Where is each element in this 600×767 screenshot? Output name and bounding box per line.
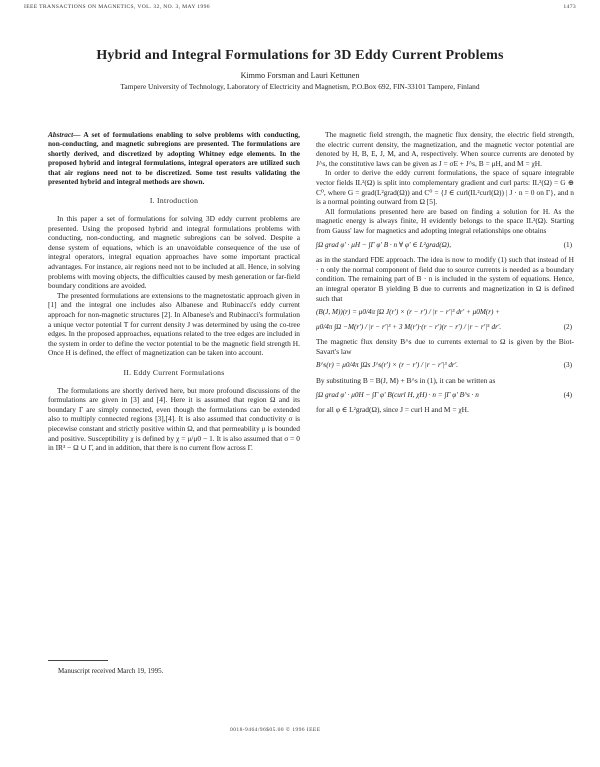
formulation-paragraph: The formulations are shortly derived here, but more profound discussions of the formulations are given in [3] and [4]. Here it is assumed that region Ω and its boundary Γ are simply connected, even though the formulations can be extended also to multiply connected regions [3],[4]. It is also assumed that conductivity σ is piecewise constant and strictly positive within Ω, and that permeability μ is bounded and positive. Susceptibility χ is defined by χ = μ/μ0 − 1. It is also assumed that σ = 0 in IR³ − Ω ∪ Γ, and in addition, that there is no current flow across Γ. [48, 385, 300, 453]
equation-2-number: (2) [563, 322, 572, 331]
body-paragraph: In order to derive the eddy current formulations, the space of square integrable vector fields IL²(Ω) is split into complementary gradient and curl parts: IL²(Ω) = G ⊕ C⁰, where G = grad(L²grad(Ω)) and C⁰ = {J ∈ curl(IL²curl(Ω)) | J · n = 0 on Γ}, and n is a normal pointing outward from Ω [5]. [316, 168, 574, 207]
paper-title: Hybrid and Integral Formulations for 3D Eddy Current Problems [96, 48, 504, 63]
page-number: 1473 [563, 4, 576, 10]
body-paragraph: All formulations presented here are based on finding a solution for H. As the magnetic energy is always finite, H evidently belongs to the space IL²(Ω). Starting from Gauss' law for magnetics and adopting integral relationships one obtains [316, 206, 574, 235]
issn-line: 0018-9464/96$05.00 © 1996 IEEE [230, 727, 321, 733]
body-paragraph: The magnetic flux density B^s due to currents external to Ω is given by the Biot-Savart's law [316, 337, 574, 356]
equation-2b-body: μ0/4π ∫Ω −M(r′) / |r − r′|³ + 3 M(r′)·(r − r′)(r − r′) / |r − r′|⁵ dr′. [316, 322, 502, 331]
equation-1 [316, 241, 574, 251]
abstract-text: — A set of formulations enabling to solve problems with conducting, non-conducting, and magnetic subregions are presented. The formulations are shortly derived, and discretized by adopting Whitney edge elements. In the proposed hybrid and integral formulations, integral operators are utilized such that air regions need not to be discretized. Some test results validating the presented hybrid and integral methods are shown. [48, 130, 300, 187]
equation-4-body: ∫Ω grad φ′ · μ0H − ∫Γ φ′ B(curl H, χH) · n = ∫Γ φ′ B^s · n [316, 390, 479, 399]
intro-paragraph: The presented formulations are extensions to the magnetostatic approach given in [1] and the integral one includes also Albanese and Rubinacci's eddy current approach for non-magnetic structures [2]. In Albanese's and Rubinacci's formulation a unique vector potential T for current density J was determined by using the co-tree edges. In the proposed approaches, equations related to the tree edges are included in the system in order to define the vector potential to be the magnetic field strength H. Once H is defined, the effect of magnetization can be taken into account. [48, 290, 300, 358]
equation-2a [316, 308, 574, 318]
intro-paragraph: In this paper a set of formulations for solving 3D eddy current problems are presented. Using the proposed hybrid and integral formulations problems with conducting, non-conducting, and magnetic subregions can be solved. Despite a dense system of equations, which is an unavoidable consequence of the use of integral operators, integral equation approaches have some important practical advantages. For instance, air regions need not to be included at all. Hence, in solving problems with moving objects, the difficulties caused by mesh generation or far-field boundary conditions are avoided. [48, 214, 300, 291]
body-paragraph: The magnetic field strength, the magnetic flux density, the electric field strength, the electric current density, the magnetization, and the magnetic vector potential are denoted by H, B, E, J, M, and A, respectively. When source currents are denoted by J^s, the constitutive laws can be given as J = σE + J^s, B = μH, and M = χH. [316, 130, 574, 168]
equation-4 [316, 391, 574, 401]
abstract-label: Abstract [48, 130, 74, 139]
body-paragraph: By substituting B = B(J, M) + B^s in (1), it can be written as [316, 376, 496, 386]
body-paragraph: as in the standard FDE approach. The idea is now to modify (1) such that instead of H · n only the normal component of field due to source currents is needed as a boundary condition. The remaining part of B · n is included in the system of equations. Hence, an integral operator B yielding B due to currents and magnetization in Ω is defined such that [316, 255, 574, 303]
affiliation: Tampere University of Technology, Laboratory of Electricity and Magnetism, P.O.Box 692, FIN-33101 Tampere, Finland [120, 82, 480, 91]
equation-2a-body: (B(J, M))(r) = μ0/4π ∫Ω J(r′) × (r − r′) / |r − r′|³ dr′ + μ0M(r) + [316, 308, 501, 317]
equation-1-body: ∫Ω grad φ′ · μH − ∫Γ φ′ B · n ∀ φ′ ∈ L²grad(Ω), [316, 240, 452, 249]
equation-4-number: (4) [563, 390, 572, 399]
section-heading-introduction: I. Introduction [149, 196, 199, 206]
abstract [48, 130, 300, 186]
running-header [24, 4, 576, 10]
body-paragraph: for all φ ∈ L²grad(Ω), since J = curl H and M = χH. [316, 405, 469, 415]
authors: Kimmo Forsman and Lauri Kettunen [240, 71, 360, 80]
equation-3-body: B^s(r) = μ0/4π ∫Ωs J^s(r′) × (r − r′) / |r − r′|³ dr′. [316, 361, 459, 370]
equation-2b [316, 323, 574, 333]
left-column [48, 130, 300, 453]
equation-3 [316, 361, 574, 371]
section-heading-formulations: II. Eddy Current Formulations [123, 367, 225, 377]
right-column [316, 130, 574, 415]
footnote: Manuscript received March 19, 1995. [58, 667, 164, 675]
journal-header: IEEE TRANSACTIONS ON MAGNETICS, VOL. 32, NO. 3, MAY 1996 [24, 4, 210, 10]
equation-1-number: (1) [563, 240, 572, 249]
equation-3-number: (3) [563, 361, 572, 370]
footnote-rule [48, 660, 108, 661]
